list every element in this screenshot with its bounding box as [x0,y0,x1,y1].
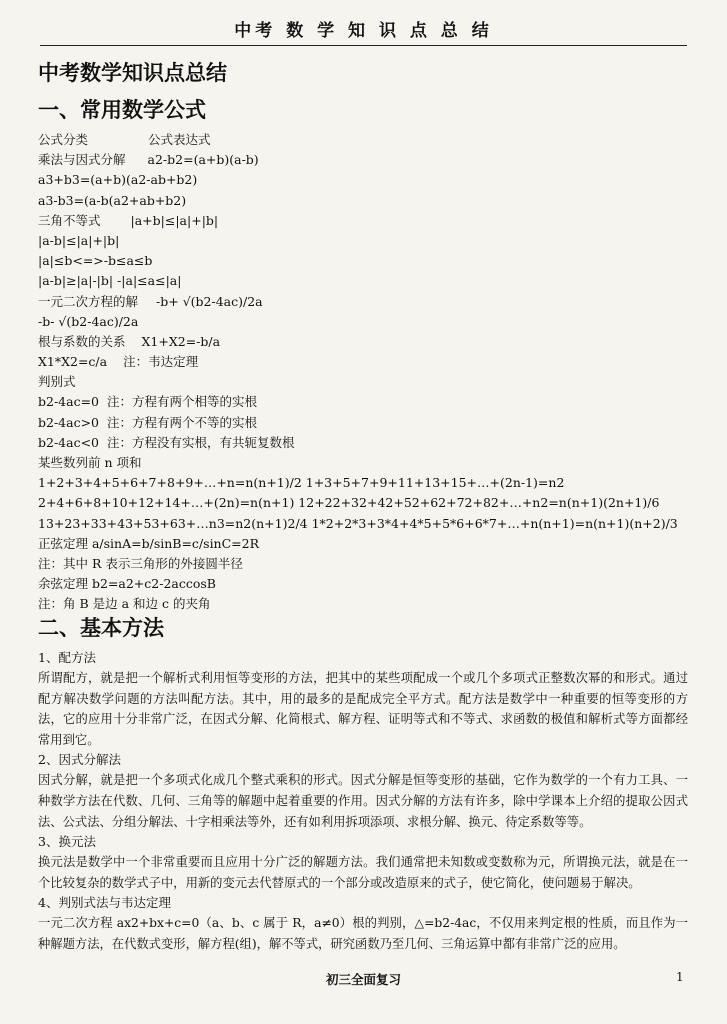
formula-line [38,554,688,574]
method-list [38,648,688,955]
formula-line-left: 某些数列前 n 项和 [38,455,142,470]
formula-line [38,170,688,190]
formula-line-left: b2-4ac=0 [38,394,100,410]
method-paragraph: 因式分解，就是把一个多项式化成几个整式乘积的形式。因式分解是恒等变形的基础，它作为数学的一个有力工具、一种数学方法在代数、几何、三角等的解题中起着重要的作用。因式分解的方法有许多，除中学课本上介绍的提取公因式法、公式法、分组分解法、十字相乘法等外，还有如利用拆项添项、求根分解、换元、待定系数等等。 [38,773,688,829]
method-title: 1、配方法 [38,650,96,665]
formula-line [38,332,688,352]
formula-line [38,191,688,211]
document-title: 中考数学知识点总结 [38,60,227,85]
formula-line [38,312,688,332]
footer-label: 初三全面复习 [325,972,401,987]
formula-line [38,433,688,453]
method-title: 4、判别式法与韦达定理 [38,895,171,911]
method-title: 2、因式分解法 [38,752,121,768]
formula-line [38,231,688,251]
section-heading-formulas: 一、常用数学公式 [38,97,206,122]
formula-line-left: b2-4ac>0 [38,414,100,430]
formula-line-left: 根与系数的关系 [38,333,126,349]
formula-line-left: a3+b3=(a+b)(a2-ab+b2) [38,172,198,188]
formula-line-left: 三角不等式 [38,212,101,228]
method-paragraph: 换元法是数学中一个非常重要而且应用十分广泛的解题方法。我们通常把未知数或变数称为元，所谓换元法，就是在一个比较复杂的数学式子中，用新的变元去代替原式的一个部分或改造原来的式子，使它简化，使问题易于解决。 [38,855,688,890]
formula-line [38,130,688,150]
formula-line-right: 公式表达式 [148,132,211,147]
formula-line [38,251,688,271]
formula-line-left: |a-b|≥|a|-|b| -|a|≤a≤|a| [38,273,182,289]
section-heading-methods: 二、基本方法 [38,615,164,640]
formula-line-left: -b- √(b2-4ac)/2a [38,313,139,329]
formula-line-left: 13+23+33+43+53+63+…n3=n2(n+1)2/4 1*2+2*3+3*4+4*5+5*6+6*7+…+n(n+1)=n(n+1)(n+2)/3 [38,515,678,531]
formula-line-left: 正弦定理 a/sinA=b/sinB=c/sinC=2R [38,535,260,551]
formula-line [38,453,688,473]
formula-line-left: |a-b|≤|a|+|b| [38,232,120,248]
formula-line-left: 余弦定理 b2=a2+c2-2accosB [38,576,216,592]
formula-line-left: a3-b3=(a-b(a2+ab+b2) [38,192,187,208]
formula-line-left: b2-4ac<0 [38,434,100,450]
formula-line [38,413,688,433]
formula-line-left: 公式分类 [38,132,89,147]
formula-line-left: X1*X2=c/a [38,354,108,370]
running-header: 中考 数 学 知 识 点 总 结 [234,21,493,41]
method-title: 3、换元法 [38,834,96,850]
formula-line [38,534,688,554]
formula-line-left: |a|≤b<=>-b≤a≤b [38,253,153,269]
formula-line-left: 1+2+3+4+5+6+7+8+9+…+n=n(n+1)/2 1+3+5+7+9+11+13+15+…+(2n-1)=n2 [38,475,565,491]
formula-line-right: 注：方程有两个不等的实根 [107,414,258,430]
formula-line-right: -b+ √(b2-4ac)/2a [156,293,263,309]
formula-line [38,514,688,534]
formula-line [38,473,688,493]
formula-line-left: 乘法与因式分解 [38,152,126,168]
formula-line [38,292,688,312]
formula-line-left: 2+4+6+8+10+12+14+…+(2n)=n(n+1) 12+22+32+42+52+62+72+82+…+n2=n(n+1)(2n+1)/6 [38,495,660,511]
formula-line [38,493,688,513]
formula-line [38,271,688,291]
formula-line-right: |a+b|≤|a|+|b| [130,212,219,228]
formula-line [38,574,688,594]
formula-line-right: a2-b2=(a+b)(a-b) [147,152,259,168]
formula-line [38,392,688,412]
formula-line [38,372,688,392]
formula-line [38,352,688,372]
header-rule [40,45,687,46]
formula-line-left: 注：其中 R 表示三角形的外接圆半径 [38,555,243,571]
formula-line-right: 注：韦达定理 [123,354,199,370]
formula-line-left: 注：角 B 是边 a 和边 c 的夹角 [38,596,211,612]
formula-list [38,130,688,615]
formula-line [38,150,688,170]
formula-line-right: X1+X2=-b/a [141,333,221,349]
formula-line-left: 判别式 [38,374,76,390]
page-number: 1 [676,970,684,984]
formula-line-right: 注：方程没有实根，有共轭复数根 [107,434,295,450]
formula-line-left: 一元二次方程的解 [38,293,139,309]
method-paragraph: 一元二次方程 ax2+bx+c=0（a、b、c 属于 R，a≠0）根的判别，△=b2-4ac，不仅用来判定根的性质，而且作为一种解题方法，在代数式变形，解方程(组)，解不等式，研究函数乃至几何、三角运算中都有非常广泛的应用。 [38,916,688,951]
formula-line [38,594,688,614]
method-paragraph: 所谓配方，就是把一个解析式利用恒等变形的方法，把其中的某些项配成一个或几个多项式正整数次幂的和形式。通过配方解决数学问题的方法叫配方法。其中，用的最多的是配成完全平方式。配方法是数学中一种重要的恒等变形的方法，它的应用十分非常广泛，在因式分解、化简根式、解方程、证明等式和不等式、求函数的极值和解析式等方面都经常用到它。 [38,671,688,747]
formula-line [38,211,688,231]
formula-line-right: 注：方程有两个相等的实根 [107,394,258,410]
